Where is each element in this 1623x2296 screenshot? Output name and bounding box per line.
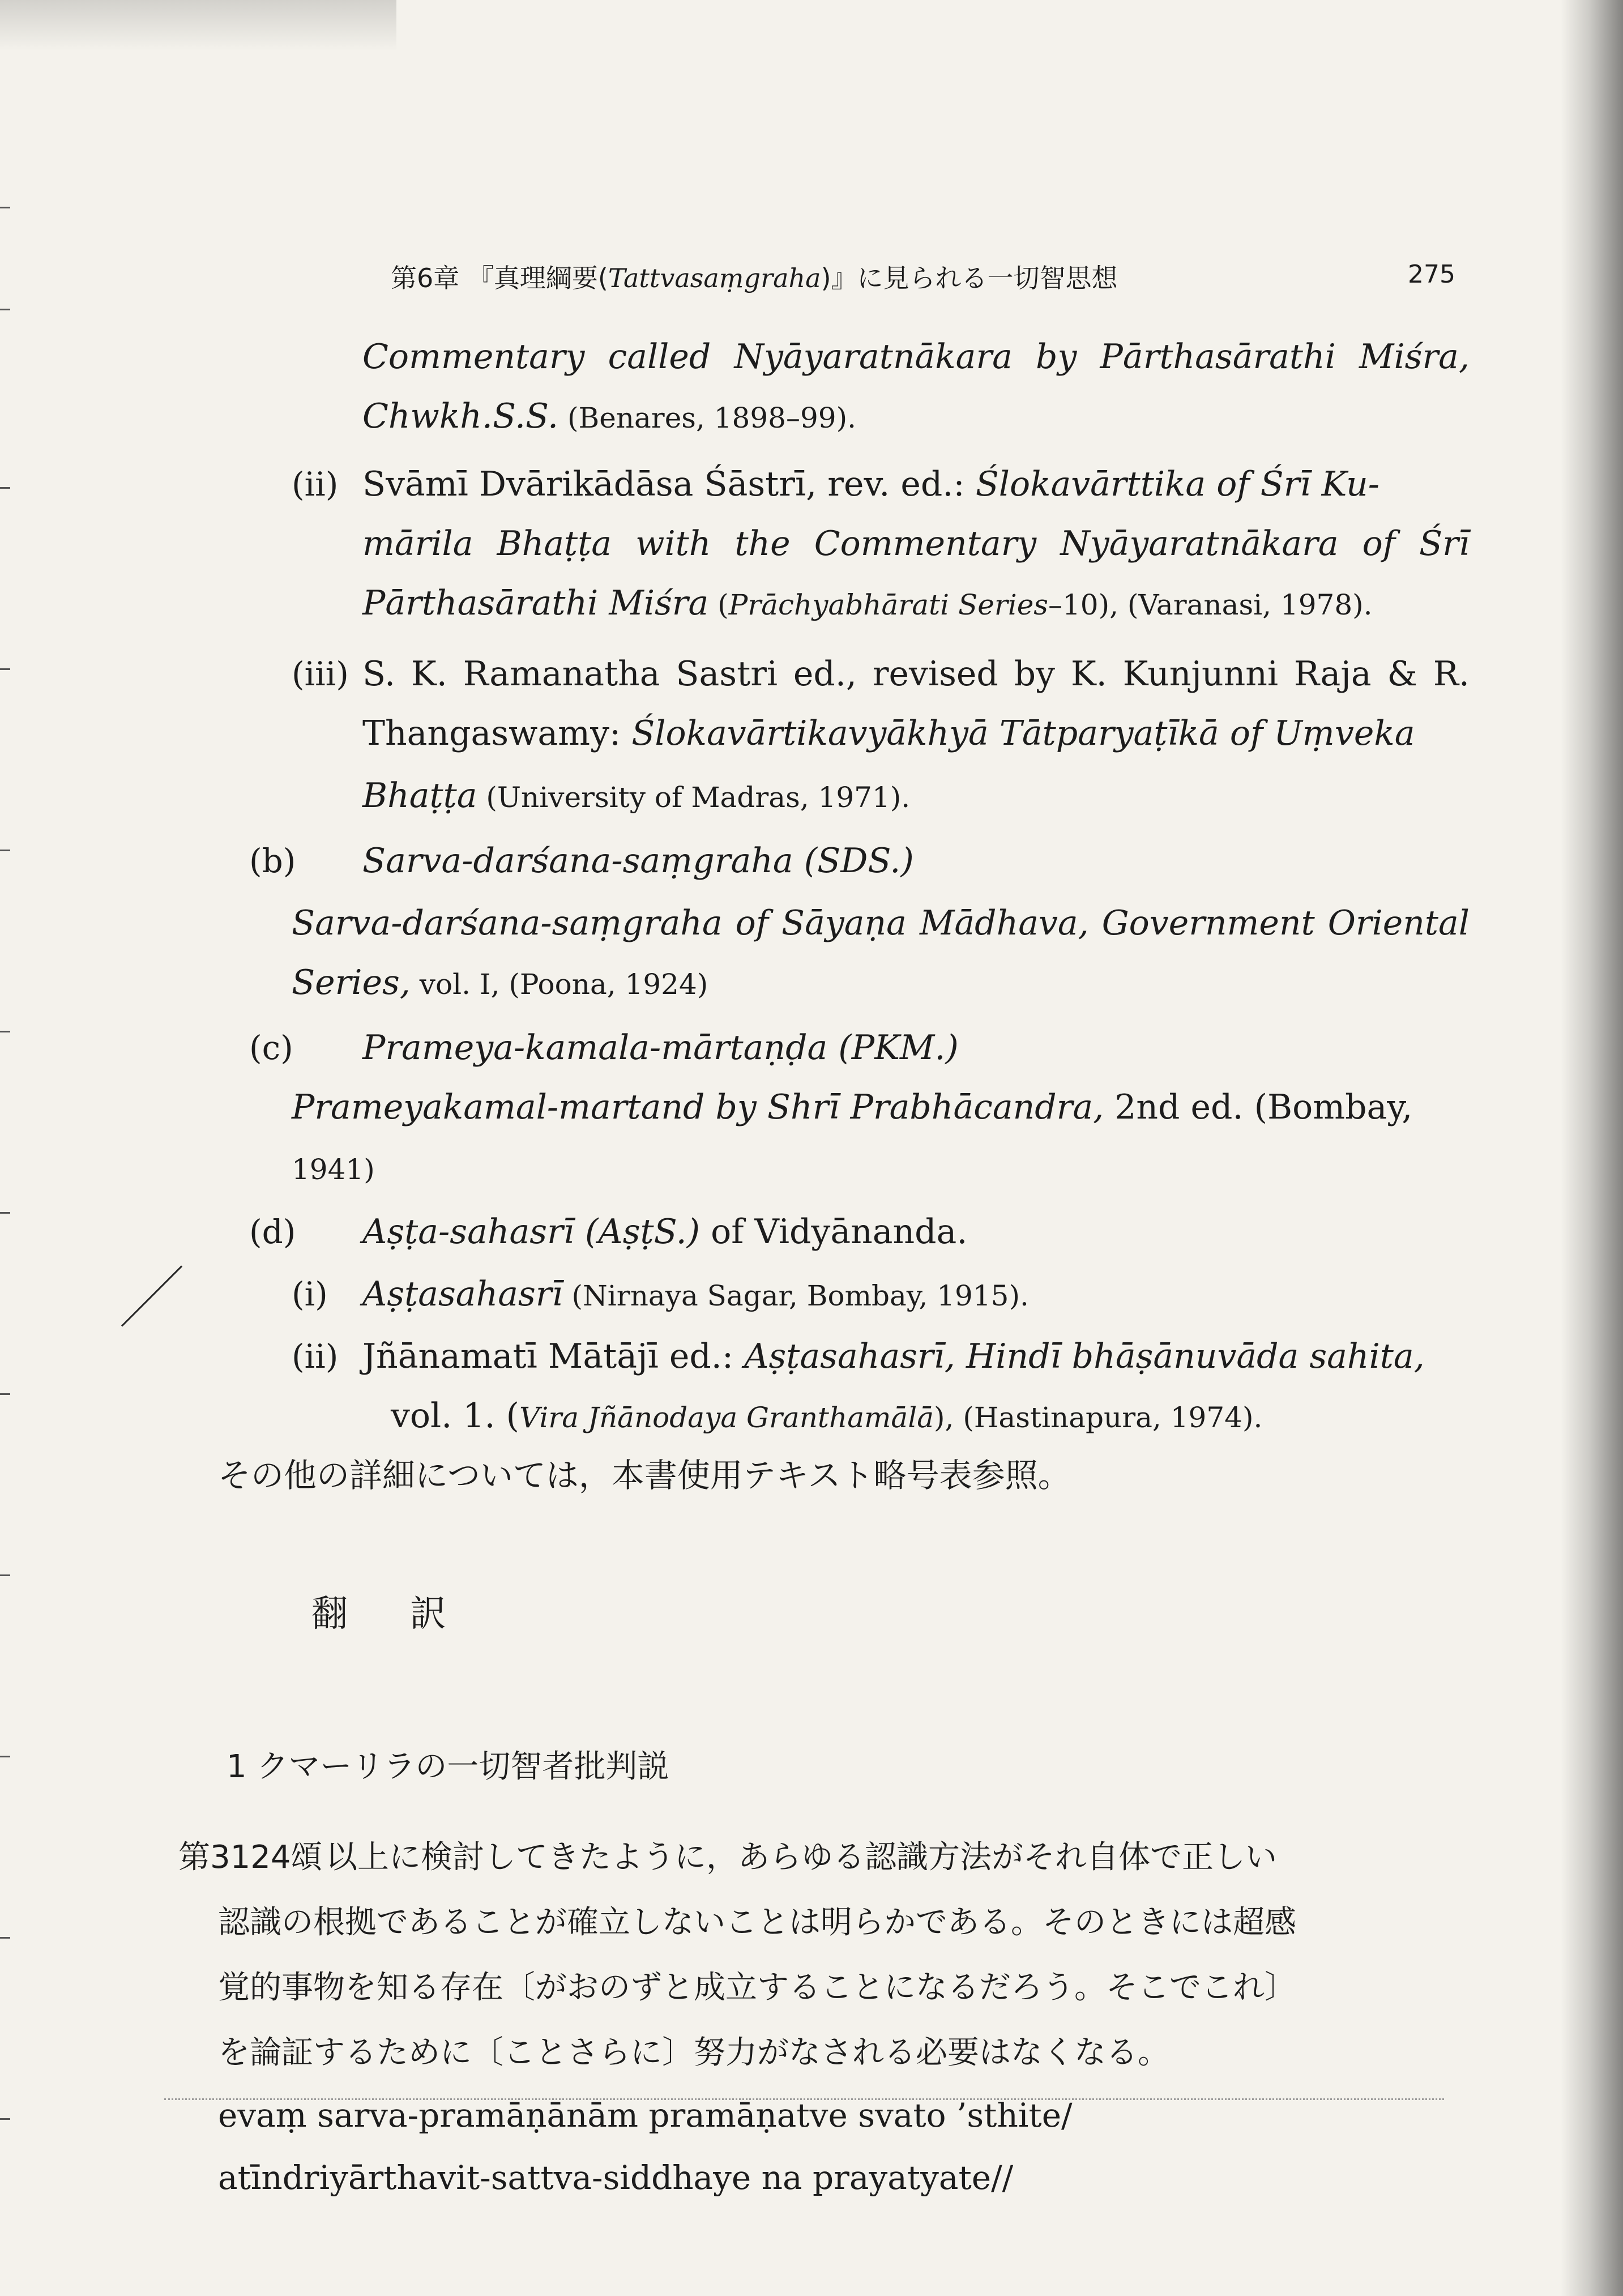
sanskrit-verse-line: evaṃ sarva-pramāṇānām pramāṇatve svato ’sthite/ (218, 2096, 1073, 2135)
ref-label: (i) (292, 1275, 328, 1313)
margin-mark (0, 1756, 10, 1757)
page-number: 275 (1408, 260, 1455, 289)
ref-line: Pārthasārathi Miśra (Prāchyabhārati Series–10), (Varanasi, 1978). (362, 583, 1373, 623)
margin-mark (0, 487, 10, 489)
margin-mark (0, 1212, 10, 1214)
ref-line: Sarva-darśana-saṃgraha of Sāyaṇa Mādhava, Government Oriental (292, 903, 1470, 943)
margin-mark (0, 309, 10, 310)
chapter-title: 第6章 『真理綱要(Tattvasaṃgraha)』に見られる一切智思想 (391, 263, 1118, 293)
ref-line: Bhaṭṭa (University of Madras, 1971). (362, 776, 911, 816)
scan-noise (0, 0, 396, 51)
margin-mark (0, 2118, 10, 2120)
ref-label: (c) (249, 1028, 293, 1067)
ref-line: 1941) (292, 1153, 375, 1186)
ref-line: Jñānamatī Mātājī ed.: Aṣṭasahasrī, Hindī bhāṣānuvāda sahita, (362, 1337, 1425, 1376)
ref-label: (b) (249, 842, 296, 880)
ref-label: (ⅲ) (292, 655, 349, 693)
ref-line: Chwkh.S.S. (Benares, 1898–99). (362, 396, 857, 436)
verse-text-line: 覚的事物を知る存在〔がおのずと成立することになるだろう。そこでこれ〕 (218, 1969, 1296, 2006)
ref-label: (ⅱ) (292, 465, 339, 503)
ref-line: Commentary called Nyāyaratnākara by Pārthasārathi Miśra, (362, 337, 1470, 377)
ref-label: (d) (249, 1213, 296, 1251)
ref-title: Prameya-kamala-mārtaṇḍa (PKM.) (362, 1028, 959, 1068)
ref-line: vol. 1. (Vira Jñānodaya Granthamālā), (Hastinapura, 1974). (391, 1396, 1263, 1436)
margin-mark (0, 207, 10, 208)
margin-mark (0, 1937, 10, 1939)
sanskrit-verse-line: atīndriyārthavit-sattva-siddhaye na prayatyate// (218, 2158, 1014, 2197)
ref-line: Prameyakamal-martand by Shrī Prabhācandra, 2nd ed. (Bombay, (292, 1087, 1413, 1127)
ref-line: Series, vol. I, (Poona, 1924) (292, 963, 708, 1002)
pen-stroke-mark (121, 1265, 182, 1326)
verse-text-line: 認識の根拠であることが確立しないことは明らかである。そのときには超感 (218, 1904, 1296, 1941)
ref-title: Aṣṭa-sahasrī (AṣṭS.) of Vidyānanda. (362, 1212, 968, 1252)
ref-line: Svāmī Dvārikādāsa Śāstrī, rev. ed.: Ślokavārttika of Śrī Ku- (362, 464, 1380, 504)
margin-mark (0, 1393, 10, 1395)
margin-mark (0, 850, 10, 851)
margin-mark (0, 668, 10, 670)
verse-text-line: を論証するために〔ことさらに〕努力がなされる必要はなくなる。 (218, 2034, 1169, 2071)
reference-note: その他の詳細については，本書使用テキスト略号表参照。 (218, 1456, 1071, 1495)
verse-text-line: 以上に検討してきたように，あらゆる認識方法がそれ自体で正しい (326, 1839, 1277, 1876)
section-heading: 翻訳 (311, 1593, 509, 1635)
sub-heading: 1 クマーリラの一切智者批判説 (227, 1748, 669, 1785)
verse-label: 第3124頌 (178, 1839, 323, 1876)
ref-line: Aṣṭasahasrī (Nirnaya Sagar, Bombay, 1915). (362, 1274, 1029, 1314)
ref-line: S. K. Ramanatha Sastri ed., revised by K. Kunjunni Raja & R. (362, 654, 1470, 694)
running-header (391, 252, 1455, 297)
ref-line: mārila Bhaṭṭa with the Commentary Nyāyaratnākara of Śrī (362, 524, 1470, 564)
ref-label: (ⅱ) (292, 1337, 339, 1376)
ref-line: Thangaswamy: Ślokavārtikavyākhyā Tātparyaṭīkā of Uṃveka (362, 714, 1415, 753)
margin-mark (0, 1031, 10, 1032)
margin-mark (0, 1574, 10, 1576)
page-edge-shadow (1561, 0, 1623, 2296)
ref-title: Sarva-darśana-saṃgraha (SDS.) (362, 841, 914, 881)
